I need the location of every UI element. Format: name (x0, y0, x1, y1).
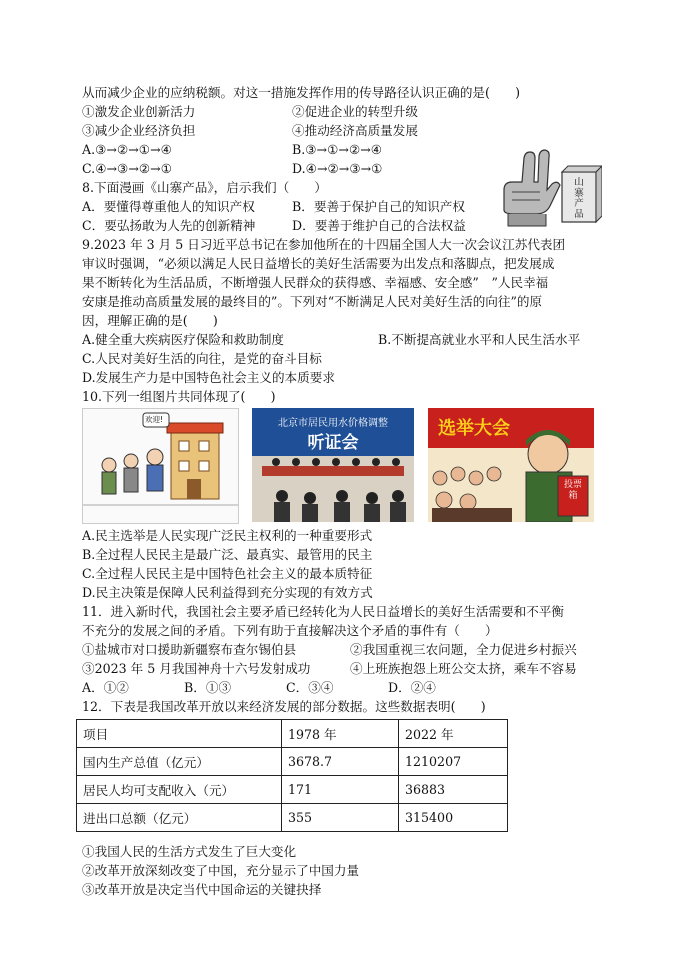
q11-stem-line2: 不充分的发展之间的矛盾。下列有助于直接解决这个矛盾的事件有（ ） (82, 623, 498, 638)
table-header-cell: 项目 (77, 720, 282, 748)
hearing-title-line1: 北京市居民用水价格调整 (278, 418, 388, 429)
q11-choice-d: D．②④ (388, 680, 436, 695)
q10-stem: 10.下列一组图片共同体现了( ) (82, 389, 276, 404)
q7-option-4: ④推动经济高质量发展 (292, 123, 418, 138)
q8-choice-d: D．要善于维护自己的合法权益 (292, 218, 466, 233)
q7-choice-a: A.③→②→①→④ (82, 142, 172, 157)
table-row (77, 804, 508, 832)
q12-option-1: ①我国人民的生活方式发生了巨大变化 (82, 844, 297, 859)
table-cell: 国内生产总值（亿元） (77, 748, 282, 776)
q10-choice-a: A.民主选举是人民实现广泛民主权利的一种重要形式 (82, 528, 373, 543)
q12-stem: 12．下表是我国改革开放以来经济发展的部分数据。这些数据表明( ) (82, 699, 486, 714)
q9-stem-line2: 审议时强调，“必须以满足人民日益增长的美好生活需要为出发点和落脚点，把发展成 (82, 256, 555, 271)
q11-choice-c: C．③④ (286, 680, 334, 695)
table-header-cell: 2022 年 (399, 720, 508, 748)
q7-choice-b: B.③→①→②→④ (292, 142, 383, 157)
q7-choice-c: C.④→③→②→① (82, 161, 173, 176)
q11-option-4: ④上班族抱怨上班公交太挤，乘车不容易 (350, 661, 577, 676)
table-cell: 355 (282, 804, 399, 832)
knockoff-label: 山寨产品 (574, 177, 584, 220)
table-cell: 进出口总额（亿元） (77, 804, 282, 832)
q11-stem-line1: 11．进入新时代，我国社会主要矛盾已经转化为人民日益增长的美好生活需要和不平衡 (82, 604, 564, 619)
q9-choice-d: D.发展生产力是中国特色社会主义的本质要求 (82, 370, 335, 385)
table-header-row (77, 720, 508, 748)
picture-election (428, 408, 594, 522)
q7-option-2: ②促进企业的转型升级 (292, 104, 418, 119)
q9-choice-c: C.人民对美好生活的向往，是党的奋斗目标 (82, 351, 322, 366)
knockoff-cartoon (494, 148, 602, 228)
q8-choice-a: A．要懂得尊重他人的知识产权 (82, 199, 255, 214)
q10-choice-d: D.民主决策是保障人民利益得到充分实现的有效方式 (82, 585, 373, 600)
assistance-sign: 欢迎! (145, 415, 164, 424)
table-cell: 1210207 (399, 748, 508, 776)
table-row (77, 748, 508, 776)
q9-stem-line1: 9.2023 年 3 月 5 日习近平总书记在参加他所在的十四届全国人大一次会议江苏代表团 (82, 237, 566, 252)
q7-option-1: ①激发企业创新活力 (82, 104, 196, 119)
table-row (77, 776, 508, 804)
q11-choice-a: A．①② (82, 680, 129, 695)
q8-choice-b: B．要善于保护自己的知识产权 (292, 199, 465, 214)
q11-option-2: ②我国重视三农问题，全力促进乡村振兴 (350, 642, 577, 657)
table-cell: 171 (282, 776, 399, 804)
people-building-icon (83, 409, 238, 523)
q8-stem: 8.下面漫画《山寨产品》，启示我们（ ） (82, 180, 327, 195)
q8-choice-c: C．要弘扬敢为人先的创新精神 (82, 218, 256, 233)
meeting-icon (252, 408, 414, 522)
q9-choice-a: A.健全重大疾病医疗保险和救助制度 (82, 332, 285, 347)
q9-stem-line5: 因，理解正确的是( ) (82, 313, 218, 328)
table-cell: 36883 (399, 776, 508, 804)
q10-choice-c: C.全过程人民民主是中国特色社会主义的最本质特征 (82, 566, 373, 581)
q7-stem-tail: 从而减少企业的应纳税额。对这一措施发挥作用的传导路径认识正确的是( ) (82, 85, 521, 100)
q7-choice-d: D.④→②→③→① (292, 161, 383, 176)
q12-option-3: ③改革开放是决定当代中国命运的关键抉择 (82, 882, 322, 897)
economic-data-table (76, 719, 508, 832)
table-cell: 3678.7 (282, 748, 399, 776)
q9-stem-line4: 安康是推动高质量发展的最终目的”。下列对“不断满足人民对美好生活的向往”的原 (82, 294, 543, 309)
q7-option-3: ③减少企业经济负担 (82, 123, 196, 138)
q9-choice-b: B.不断提高就业水平和人民生活水平 (378, 332, 581, 347)
election-title: 选举大会 (438, 418, 510, 439)
q11-option-1: ①盐城市对口援助新疆察布查尔锡伯县 (82, 642, 297, 657)
q12-option-2: ②改革开放深刻改变了中国，充分显示了中国力量 (82, 863, 360, 878)
ballot-box-label: 投票箱 (563, 480, 582, 501)
picture-hearing (252, 408, 414, 522)
q10-choice-b: B.全过程人民民主是最广泛、最真实、最管用的民主 (82, 547, 373, 562)
table-cell: 315400 (399, 804, 508, 832)
table-cell: 居民人均可支配收入（元） (77, 776, 282, 804)
picture-assistance (82, 408, 239, 524)
q9-stem-line3: 果不断转化为生活品质，不断增强人民群众的获得感、幸福感、安全感” ”人民幸福 (82, 275, 549, 290)
q11-option-3: ③2023 年 5 月我国神舟十六号发射成功 (82, 661, 311, 676)
hearing-title-line2: 听证会 (307, 433, 359, 453)
q11-choice-b: B．①③ (184, 680, 232, 695)
table-header-cell: 1978 年 (282, 720, 399, 748)
